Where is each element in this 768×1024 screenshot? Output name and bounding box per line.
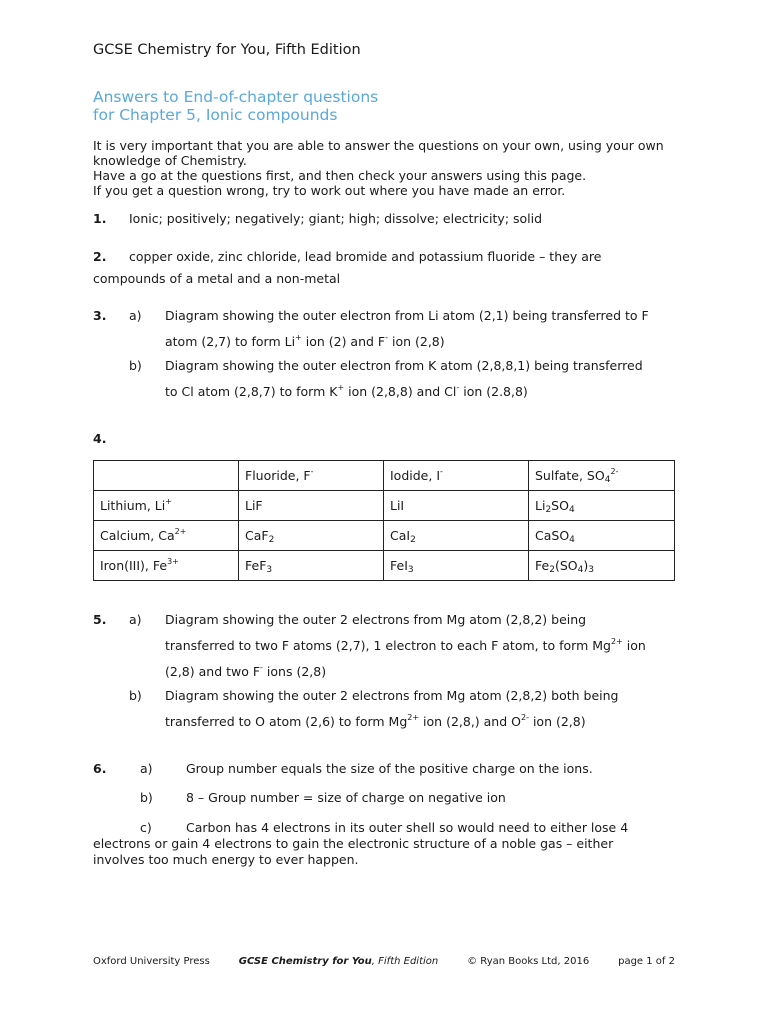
question-5 xyxy=(93,612,683,627)
cation-charge: 2+ xyxy=(174,527,187,536)
formula-sub: 2 xyxy=(268,535,275,545)
heading-line-1: Answers to End-of-chapter questions xyxy=(93,88,379,106)
table-header-cell xyxy=(94,461,239,491)
anion-subscript: 4 xyxy=(604,475,611,485)
formula-sub: 2 xyxy=(410,535,416,545)
q5a-sup-1: 2+ xyxy=(610,637,623,646)
question-6 xyxy=(93,761,683,776)
q5a-text-3-end: ions (2,8) xyxy=(262,664,327,679)
table-row xyxy=(94,491,675,521)
question-1 xyxy=(93,211,683,226)
question-3-number: 3. xyxy=(93,308,107,323)
q5b-sup-1: 2+ xyxy=(407,713,420,722)
question-3b-label: b) xyxy=(129,358,142,373)
question-6c-line-1: Carbon has 4 electrons in its outer shell so would need to either lose 4 xyxy=(186,820,629,835)
question-3a-line-1: Diagram showing the outer electron from Li atom (2,1) being transferred to F xyxy=(165,308,649,323)
question-6a-label: a) xyxy=(140,761,153,776)
formula: Fe xyxy=(535,558,550,573)
q3b-sup-2: - xyxy=(456,383,460,392)
formula: LiI xyxy=(390,498,405,513)
table-row xyxy=(94,521,675,551)
intro-paragraph xyxy=(93,138,693,198)
cation-name: Calcium, Ca xyxy=(100,528,175,543)
footer-title-rest: , Fifth Edition xyxy=(371,956,439,967)
q3a-sup-1: + xyxy=(295,333,302,342)
cation-cell xyxy=(94,521,239,551)
formula: FeI xyxy=(390,558,408,573)
formula-sub: 4 xyxy=(569,535,575,545)
question-6c-line-3: involves too much energy to ever happen. xyxy=(93,852,359,867)
formula-cell xyxy=(239,491,384,521)
q5b-text-end: ion (2,8) xyxy=(528,714,586,729)
question-6c-label: c) xyxy=(140,820,152,835)
formula-sub: 2 xyxy=(549,565,555,575)
formula: FeF xyxy=(245,558,267,573)
copyright: © Ryan Books Ltd, 2016 xyxy=(467,956,590,967)
question-3 xyxy=(93,308,683,323)
formula: CaF xyxy=(245,528,269,543)
question-5b-line-1: Diagram showing the outer 2 electrons from Mg atom (2,8,2) both being xyxy=(165,688,619,703)
table-row xyxy=(94,551,675,581)
q3b-sup-1: + xyxy=(337,383,345,392)
question-1-number: 1. xyxy=(93,211,107,226)
question-6b-text: 8 – Group number = size of charge on negative ion xyxy=(186,790,506,805)
cation-charge: 3+ xyxy=(167,557,179,566)
question-3b-line-1: Diagram showing the outer electron from K atom (2,8,8,1) being transferred xyxy=(165,358,643,373)
cation-cell xyxy=(94,551,239,581)
cation-charge: + xyxy=(165,497,172,506)
formula-cell xyxy=(529,521,675,551)
table-header-row xyxy=(94,461,675,491)
page-number: page 1 of 2 xyxy=(618,956,675,967)
answers-heading xyxy=(93,88,378,124)
cation-name: Lithium, Li xyxy=(100,498,166,513)
formula: LiF xyxy=(245,498,263,513)
q5b-sup-2: 2- xyxy=(520,713,529,722)
cation-cell xyxy=(94,491,239,521)
question-1-answer: Ionic; positively; negatively; giant; high; dissolve; electricity; solid xyxy=(129,211,543,226)
q3a-text: atom (2,7) to form Li xyxy=(165,334,296,349)
formula: Li xyxy=(535,498,546,513)
formula-sub: 2 xyxy=(545,505,552,515)
q3a-text-mid: ion (2) and F xyxy=(301,334,386,349)
intro-line-2: Have a go at the questions first, and then check your answers using this page. xyxy=(93,168,587,183)
table-header-cell xyxy=(384,461,529,491)
question-2 xyxy=(93,249,683,264)
question-6-number: 6. xyxy=(93,761,107,776)
formula-cell xyxy=(384,521,529,551)
table-header-cell xyxy=(239,461,384,491)
q3b-text-mid: ion (2,8,8) and Cl xyxy=(344,384,457,399)
formula-cell xyxy=(384,491,529,521)
formula: CaI xyxy=(390,528,411,543)
question-4 xyxy=(93,431,683,446)
formula-cell xyxy=(239,551,384,581)
anion-charge: - xyxy=(440,467,443,476)
anion-name: Sulfate, SO xyxy=(535,468,605,483)
q5a-text: transferred to two F atoms (2,7), 1 electron to each F atom, to form Mg xyxy=(165,638,611,653)
anion-charge: 2- xyxy=(610,467,619,476)
question-2-line-2: compounds of a metal and a non-metal xyxy=(93,271,341,286)
table-header-cell xyxy=(529,461,675,491)
question-5a-label: a) xyxy=(129,612,142,627)
question-3a-label: a) xyxy=(129,308,142,323)
formula-cell xyxy=(384,551,529,581)
formula-sub: 3 xyxy=(266,565,273,575)
intro-line-3: If you get a question wrong, try to work out where you have made an error. xyxy=(93,183,566,198)
q5a-sup-2: - xyxy=(260,663,263,672)
intro-line-1: It is very important that you are able to answer the questions on your own, using your own knowledge of Chemistry. xyxy=(93,138,664,168)
question-6b-label: b) xyxy=(140,790,153,805)
anion-name: Fluoride, F xyxy=(245,468,311,483)
formula: (SO xyxy=(554,558,578,573)
q3a-text-end: ion (2,8) xyxy=(388,334,445,349)
question-6a-text: Group number equals the size of the positive charge on the ions. xyxy=(186,761,593,776)
page-footer xyxy=(93,956,675,967)
question-5b-label: b) xyxy=(129,688,142,703)
book-title: GCSE Chemistry for You, Fifth Edition xyxy=(93,42,361,58)
formula-sub: 3 xyxy=(588,565,594,575)
q5a-text-end: ion xyxy=(622,638,646,653)
formula: CaSO xyxy=(535,528,570,543)
formula: ) xyxy=(583,558,589,573)
q3b-text: to Cl atom (2,8,7) to form K xyxy=(165,384,338,399)
formula-sub: 4 xyxy=(577,565,584,575)
heading-line-2: for Chapter 5, Ionic compounds xyxy=(93,106,338,124)
question-2-number: 2. xyxy=(93,249,107,264)
anion-name: Iodide, I xyxy=(390,468,440,483)
q5b-text-mid: ion (2,8,) and O xyxy=(419,714,521,729)
question-5a-line-1: Diagram showing the outer 2 electrons from Mg atom (2,8,2) being xyxy=(165,612,587,627)
question-6c-line-2: electrons or gain 4 electrons to gain the electronic structure of a noble gas – either xyxy=(93,836,614,851)
ionic-formula-table xyxy=(93,460,675,581)
anion-charge: - xyxy=(310,467,314,476)
footer-book-title xyxy=(239,956,439,967)
formula-cell xyxy=(529,551,675,581)
q5b-text: transferred to O atom (2,6) to form Mg xyxy=(165,714,408,729)
formula: SO xyxy=(551,498,569,513)
question-4-number: 4. xyxy=(93,431,107,446)
cation-name: Iron(III), Fe xyxy=(100,558,168,573)
question-5-number: 5. xyxy=(93,612,107,627)
q3b-text-end: ion (2.8,8) xyxy=(459,384,528,399)
publisher: Oxford University Press xyxy=(93,956,210,967)
question-2-line-1: copper oxide, zinc chloride, lead bromide and potassium fluoride – they are xyxy=(129,249,602,264)
formula-sub: 3 xyxy=(407,565,414,575)
formula-cell xyxy=(239,521,384,551)
footer-title-bold: GCSE Chemistry for You xyxy=(238,956,372,967)
formula-sub: 4 xyxy=(568,505,575,515)
q5a-text-3: (2,8) and two F xyxy=(165,664,261,679)
q3a-sup-2: - xyxy=(385,333,388,342)
formula-cell xyxy=(529,491,675,521)
